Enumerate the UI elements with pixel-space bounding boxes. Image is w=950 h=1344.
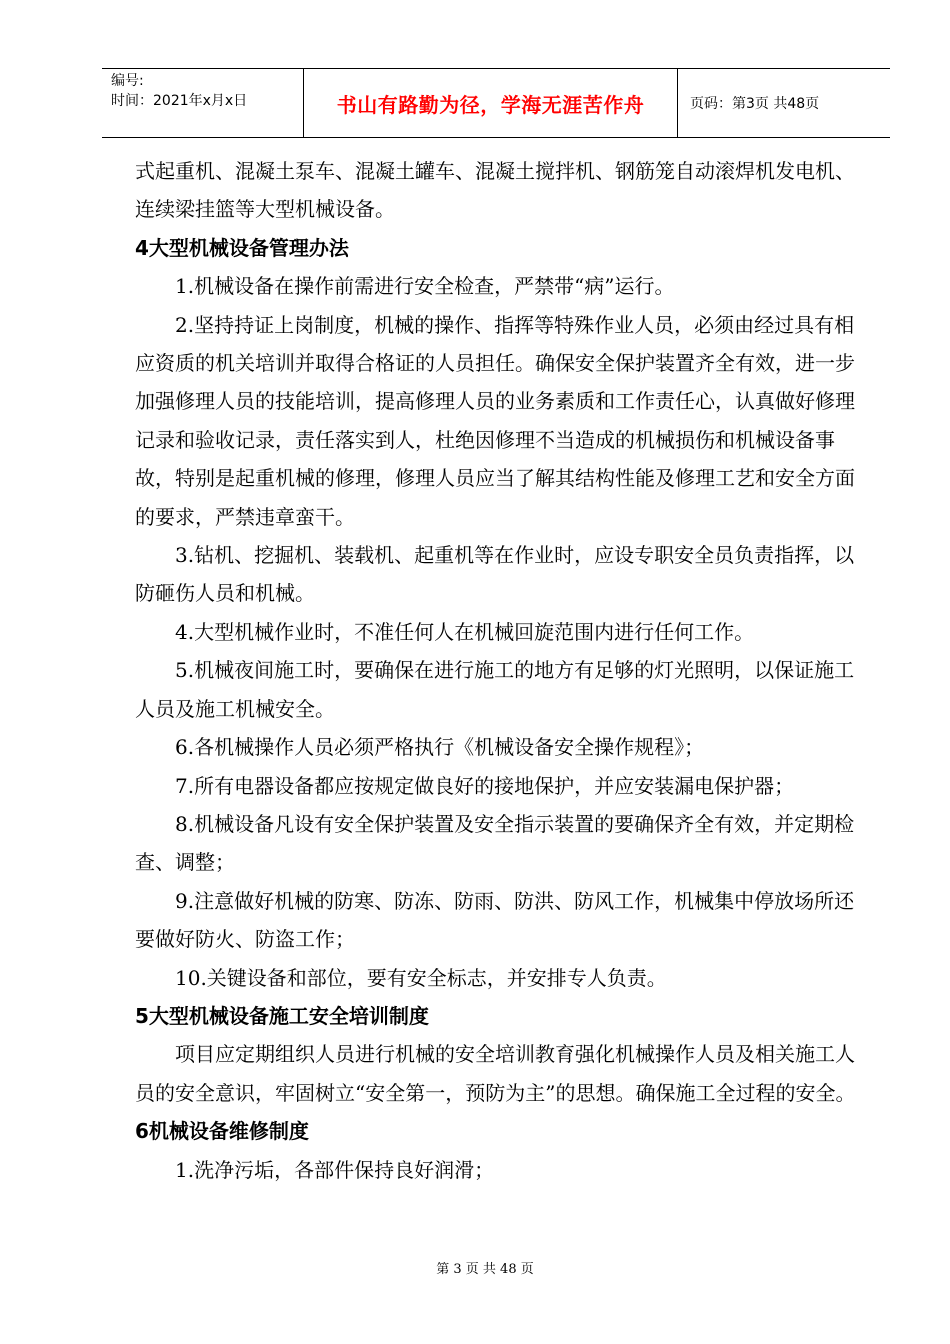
page-code: 页码：第3页 共48页 xyxy=(690,96,820,112)
header-meta xyxy=(102,69,304,137)
list-item: 1.机械设备在操作前需进行安全检查，严禁带“病”运行。 xyxy=(175,274,675,299)
paragraph: 项目应定期组织人员进行机械的安全培训教育强化机械操作人员及相关施工人员的安全意识，牢固树立“安全第一，预防为主”的思想。确保施工全过程的安全。 xyxy=(135,1042,856,1105)
list-item: 3.钻机、挖掘机、装载机、起重机等在作业时，应设专职安全员负责指挥，以防砸伤人员和机械。 xyxy=(135,543,855,606)
paragraph: 式起重机、混凝土泵车、混凝土罐车、混凝土搅拌机、钢筋笼自动滚焊机发电机、连续梁挂篮等大型机械设备。 xyxy=(135,159,855,222)
list-item: 2.坚持持证上岗制度，机械的操作、指挥等特殊作业人员，必须由经过具有相应资质的机关培训并取得合格证的人员担任。确保安全保护装置齐全有效，进一步加强修理人员的技能培训，提高修理人员的业务素质和工作责任心，认真做好修理记录和验收记录，责任落实到人，杜绝因修理不当造成的机械损伤和机械设备事故，特别是起重机械的修理，修理人员应当了解其结构性能及修理工艺和安全方面的要求，严禁违章蛮干。 xyxy=(135,312,855,529)
document-body xyxy=(135,152,865,1189)
motto: 书山有路勤为径，学海无涯苦作舟 xyxy=(336,92,645,117)
page-footer: 第 3 页 共 48 页 xyxy=(436,1262,534,1277)
page-header xyxy=(102,68,890,138)
list-item: 8.机械设备凡设有安全保护装置及安全指示装置的要确保齐全有效，并定期检查、调整； xyxy=(135,811,855,875)
section-heading-5: 5大型机械设备施工安全培训制度 xyxy=(135,1003,429,1028)
section-heading-6: 6机械设备维修制度 xyxy=(135,1119,309,1144)
list-item: 5.机械夜间施工时，要确保在进行施工的地方有足够的灯光照明，以保证施工人员及施工机械安全。 xyxy=(135,658,855,721)
list-item: 9.注意做好机械的防寒、防冻、防雨、防洪、防风工作，机械集中停放场所还要做好防火、防盗工作； xyxy=(135,888,855,952)
time-label: 时间：2021年x月x日 xyxy=(111,93,248,109)
section-heading-4: 4大型机械设备管理办法 xyxy=(135,235,349,260)
header-page-code xyxy=(678,69,890,137)
list-item: 10.关键设备和部位，要有安全标志，并安排专人负责。 xyxy=(175,965,667,990)
list-item: 6.各机械操作人员必须严格执行《机械设备安全操作规程》； xyxy=(175,735,705,760)
header-motto-cell xyxy=(304,69,678,137)
list-item: 1.洗净污垢，各部件保持良好润滑； xyxy=(175,1157,495,1182)
list-item: 7.所有电器设备都应按规定做良好的接地保护，并应安装漏电保护器； xyxy=(175,773,795,798)
list-item: 4.大型机械作业时，不准任何人在机械回旋范围内进行任何工作。 xyxy=(175,619,755,644)
code-label: 编号: xyxy=(111,73,144,89)
